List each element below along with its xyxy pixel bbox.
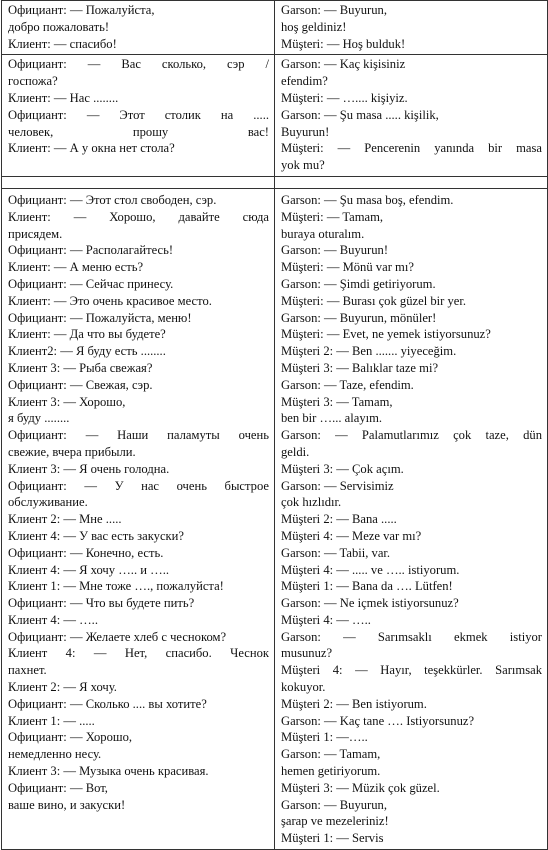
dialogue-table [1, 0, 548, 850]
text-line: Официант: — Сейчас принесу. [8, 276, 174, 291]
spacer-cell [275, 176, 548, 188]
text-line: geldi. [281, 444, 310, 459]
text-line: Официант: — У нас очень быстрое [8, 478, 269, 493]
text-line: yok mu? [281, 158, 325, 173]
text-line: Официант: — Пожалуйста, меню! [8, 310, 192, 325]
text-line: Официант: — Желаете хлеб с чесноком? [8, 629, 227, 644]
text-line: Müşteri: — Pencerenin yanında bir masa [281, 141, 542, 156]
turkish-cell [275, 1, 548, 55]
text-line: Müşteri 1: —….. [281, 730, 368, 745]
text-line: buraya oturalım. [281, 226, 365, 241]
text-line: hemen getiriyorum. [281, 764, 381, 779]
text-line: Garson: — Palamutlarımız çok taze, dün [281, 428, 542, 443]
text-line: Garson: — Tamam, [281, 747, 381, 762]
text-line: Müşteri: — ….... kişiyiz. [281, 90, 408, 105]
text-line: Клиент 4: — Я хочу ….. и ….. [8, 562, 170, 577]
text-line: Müşteri 2: — Ben ....... yiyeceğim. [281, 344, 457, 359]
text-line: musunuz? [281, 646, 333, 661]
text-line: свежие, вчера прибыли. [8, 444, 136, 459]
text-line: Müşteri 3: — Balıklar taze mi? [281, 360, 439, 375]
text-line: пахнет. [8, 663, 47, 678]
text-line: Официант: — Хорошо, [8, 730, 133, 745]
text-line: Müşteri: — Evet, ne yemek istiyorsunuz? [281, 327, 491, 342]
text-line: Garson: — Sarımsaklı ekmek istiyor [281, 629, 542, 644]
text-line: Garson: — Şu masa ..... kişilik, [281, 107, 439, 122]
turkish-cell [275, 55, 548, 177]
text-line: Клиент 1: — ..... [8, 713, 95, 728]
text-line: Клиент 4: — ….. [8, 612, 98, 627]
text-line: Garson: — Ne içmek istiyorsunuz? [281, 596, 459, 611]
text-line: Официант: — Пожалуйста, [8, 3, 155, 17]
text-line: Клиент 1: — Мне тоже …., пожалуйста! [8, 579, 224, 594]
table-row [2, 188, 548, 849]
text-line: çok hızlıdır. [281, 495, 342, 510]
text-line: немедленно несу. [8, 747, 102, 762]
text-line: Müşteri 4: — Hayır, teşekkürler. Sarımsak [281, 663, 542, 678]
text-line: Müşteri 4: — ….. [281, 612, 371, 627]
text-line: kokuyor. [281, 680, 326, 695]
text-line: Официант: — Вас сколько, сэр / [8, 57, 269, 72]
text-line: Garson: — Buyurun! [281, 243, 389, 258]
text-line: Müşteri 1: — Bana da …. Lütfen! [281, 579, 453, 594]
text-line: ваше вино, и закуски! [8, 797, 126, 812]
text-line: Официант: — Наши паламуты очень [8, 428, 269, 443]
text-line: Müşteri: — Burası çok güzel bir yer. [281, 293, 467, 308]
text-line: Клиент 3: — Я очень голодна. [8, 461, 170, 476]
text-line: Müşteri 2: — Bana ..... [281, 512, 397, 527]
table-row [2, 55, 548, 177]
text-line: добро пожаловать! [8, 19, 110, 34]
text-line: Клиент 4: — Нет, спасибо. Чеснок [8, 646, 269, 661]
text-line: Müşteri 2: — Ben istiyorum. [281, 696, 427, 711]
text-line: Клиент: — А у окна нет стола? [8, 141, 175, 156]
russian-cell [2, 188, 275, 849]
table-row [2, 1, 548, 55]
russian-cell [2, 55, 275, 177]
text-line: Müşteri 3: — Tamam, [281, 394, 393, 409]
text-line: efendim? [281, 74, 328, 89]
text-line: şarap ve mezeleriniz! [281, 814, 389, 829]
text-line: Клиент: — Да что вы будете? [8, 327, 166, 342]
text-line: Müşteri: — Hoş bulduk! [281, 36, 406, 51]
spacer-row [2, 176, 548, 188]
text-line: hoş geldiniz! [281, 19, 347, 34]
text-line: Garson: — Buyurun, mönüler! [281, 310, 437, 325]
text-line: Клиент 3: — Рыба свежая? [8, 360, 153, 375]
russian-cell [2, 1, 275, 55]
text-line: госпожа? [8, 74, 58, 89]
turkish-cell [275, 188, 548, 849]
text-line: Garson: — Taze, efendim. [281, 377, 414, 392]
text-line: Клиент: — спасибо! [8, 36, 117, 51]
text-line: Официант: — Что вы будете пить? [8, 596, 195, 611]
text-line: Клиент 2: — Мне ..... [8, 512, 122, 527]
text-line: Müşteri 3: — Çok açım. [281, 461, 404, 476]
text-line: Клиент 4: — У вас есть закуски? [8, 528, 184, 543]
text-line: Официант: — Располагайтесь! [8, 243, 174, 258]
text-line: Клиент2: — Я буду есть ........ [8, 344, 166, 359]
text-line: Garson: — Şu masa boş, efendim. [281, 192, 454, 207]
text-line: обслуживание. [8, 495, 88, 510]
text-line: Клиент 3: — Хорошо, [8, 394, 126, 409]
text-line: Garson: — Kaç kişisiniz [281, 57, 406, 72]
text-line: Garson: — Buyurun, [281, 797, 387, 812]
text-line: Garson: — Servisimiz [281, 478, 394, 493]
text-line: Официант: — Этот столик на ..... [8, 107, 269, 122]
text-line: Müşteri 1: — Servis [281, 831, 384, 846]
text-line: Müşteri: — Tamam, [281, 209, 384, 224]
text-line: Garson: — Şimdi getiriyorum. [281, 276, 436, 291]
text-line: Клиент 2: — Я хочу. [8, 680, 117, 695]
text-line: Müşteri 3: — Müzik çok güzel. [281, 780, 440, 795]
text-line: ben bir …... alayım. [281, 411, 383, 426]
text-line: Garson: — Buyurun, [281, 3, 387, 17]
text-line: Официант: — Сколько .... вы хотите? [8, 696, 207, 711]
text-line: Клиент: — А меню есть? [8, 260, 144, 275]
text-line: Клиент: — Хорошо, давайте сюда [8, 209, 269, 224]
text-line: Müşteri 4: — Meze var mı? [281, 528, 422, 543]
text-line: Buyurun! [281, 124, 330, 139]
text-line: Клиент: — Нас ........ [8, 90, 119, 105]
text-line: Официант: — Вот, [8, 780, 108, 795]
text-line: Клиент 3: — Музыка очень красивая. [8, 764, 209, 779]
text-line: присядем. [8, 226, 63, 241]
text-line: Официант: — Этот стол свободен, сэр. [8, 192, 217, 207]
text-line: Garson: — Tabii, var. [281, 545, 391, 560]
text-line: Müşteri 4: — ..... ve ….. istiyorum. [281, 562, 460, 577]
text-line: Официант: — Конечно, есть. [8, 545, 164, 560]
text-line: человек, прошу вас! [8, 124, 269, 139]
text-line: я буду ........ [8, 411, 70, 426]
text-line: Müşteri: — Mönü var mı? [281, 260, 414, 275]
spacer-cell [2, 176, 275, 188]
text-line: Официант: — Свежая, сэр. [8, 377, 153, 392]
text-line: Клиент: — Это очень красивое место. [8, 293, 212, 308]
text-line: Garson: — Kaç tane …. Istiyorsunuz? [281, 713, 475, 728]
